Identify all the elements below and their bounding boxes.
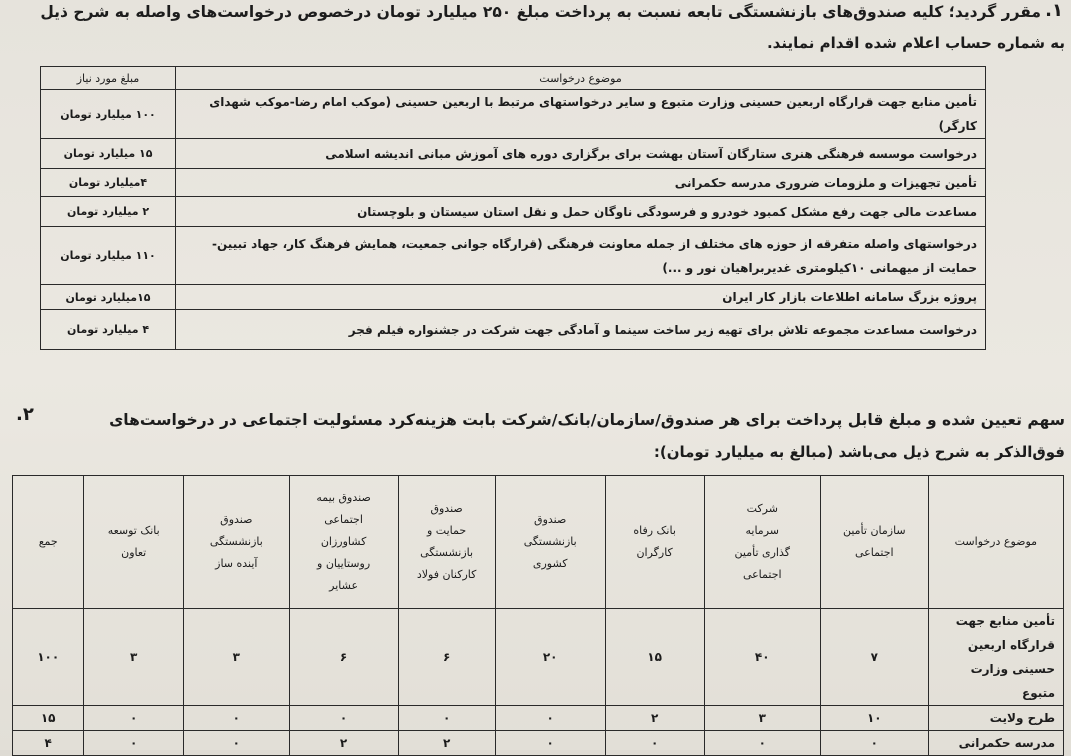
allocation-value: ۰ bbox=[84, 731, 184, 756]
allocation-value: ۲ bbox=[289, 731, 398, 756]
requests-table-row bbox=[41, 285, 986, 310]
allocation-row bbox=[13, 706, 1064, 731]
allocation-row bbox=[13, 609, 1064, 706]
header-desc: موضوع درخواست bbox=[176, 67, 986, 90]
allocation-value: ۶ bbox=[398, 609, 495, 706]
allocation-total: ۴ bbox=[13, 731, 84, 756]
allocation-header-cell bbox=[820, 476, 928, 609]
allocation-header-cell bbox=[398, 476, 495, 609]
allocation-header-line: روستاییان و bbox=[317, 557, 371, 570]
allocation-value: ۰ bbox=[183, 731, 289, 756]
allocation-header-line: عشایر bbox=[329, 579, 359, 592]
allocation-header-line: کارگران bbox=[636, 546, 673, 559]
allocation-table bbox=[12, 475, 1064, 756]
allocation-topic-line: طرح ولایت bbox=[989, 711, 1055, 725]
allocation-header-line: اجتماعی bbox=[854, 546, 894, 559]
allocation-value: ۳ bbox=[183, 609, 289, 706]
allocation-header-line: اجتماعی bbox=[742, 568, 782, 581]
section2-number: ۲. bbox=[16, 404, 34, 425]
request-description-line: درخواست موسسه فرهنگی هنری ستارگان آستان بهشت برای برگزاری دوره های آموزش مبانی اندیشه اسلامی bbox=[325, 146, 977, 161]
allocation-value: ۰ bbox=[495, 706, 605, 731]
allocation-header-line: جمع bbox=[38, 535, 58, 548]
request-description bbox=[176, 139, 986, 169]
allocation-header-line: آینده ساز bbox=[215, 557, 258, 570]
allocation-header-cell bbox=[928, 476, 1063, 609]
allocation-header-line: کارکنان فولاد bbox=[416, 568, 477, 581]
allocation-header-line: کشاورزان bbox=[320, 535, 367, 548]
allocation-value: ۷ bbox=[820, 609, 928, 706]
allocation-value: ۴۰ bbox=[704, 609, 820, 706]
requests-table-row bbox=[41, 90, 986, 139]
request-description-line: تأمین منابع جهت قرارگاه اربعین حسینی وزارت متبوع و سایر درخواستهای مرتبط با اربعین حسینی (موکب امام رضا-موکب شهدای کارگر) bbox=[209, 95, 977, 133]
allocation-header-line: صندوق بیمه bbox=[316, 491, 371, 504]
allocation-value: ۰ bbox=[84, 706, 184, 731]
allocation-value: ۰ bbox=[289, 706, 398, 731]
allocation-value: ۰ bbox=[495, 731, 605, 756]
allocation-total: ۱۵ bbox=[13, 706, 84, 731]
requests-table bbox=[40, 66, 986, 350]
request-amount: ۱۵ میلیارد تومان bbox=[41, 139, 176, 169]
section2-line2: فوق‌الذکر به شرح ذیل می‌باشد (مبالغ به میلیارد تومان): bbox=[653, 443, 1065, 461]
request-description bbox=[176, 310, 986, 350]
allocation-value: ۰ bbox=[605, 731, 704, 756]
allocation-header-cell bbox=[183, 476, 289, 609]
allocation-header-line: موضوع درخواست bbox=[954, 535, 1038, 548]
allocation-value: ۰ bbox=[820, 731, 928, 756]
allocation-value: ۲ bbox=[605, 706, 704, 731]
request-description-line: پروژه بزرگ سامانه اطلاعات بازار کار ایران bbox=[722, 290, 977, 304]
allocation-value: ۳ bbox=[84, 609, 184, 706]
allocation-header-line: صندوق bbox=[430, 502, 463, 515]
allocation-topic bbox=[928, 609, 1063, 706]
allocation-topic-line: مدرسه حکمرانی bbox=[958, 736, 1055, 750]
request-description-line: درخواست مساعدت مجموعه تلاش برای تهیه زیر ساخت سینما و آمادگی جهت شرکت در جشنواره فیلم فجر bbox=[348, 322, 977, 337]
request-description bbox=[176, 197, 986, 227]
allocation-header-line: صندوق bbox=[220, 513, 253, 526]
allocation-topic-line: قرارگاه اربعین bbox=[967, 638, 1055, 652]
request-description-line: مساعدت مالی جهت رفع مشکل کمبود خودرو و فرسودگی ناوگان حمل و نقل استان سیستان و بلوچستان bbox=[357, 204, 977, 219]
requests-table-row bbox=[41, 197, 986, 227]
allocation-header-line: بازنشستگی bbox=[523, 535, 577, 548]
allocation-value: ۲۰ bbox=[495, 609, 605, 706]
allocation-topic-line: حسینی وزارت متبوع bbox=[970, 662, 1055, 700]
allocation-value: ۰ bbox=[704, 731, 820, 756]
allocation-topic bbox=[928, 731, 1063, 756]
request-description bbox=[176, 169, 986, 197]
header-amount: مبلغ مورد نیاز bbox=[41, 67, 176, 90]
allocation-row bbox=[13, 731, 1064, 756]
requests-table-row bbox=[41, 139, 986, 169]
requests-table-row bbox=[41, 227, 986, 285]
allocation-header-line: بازنشستگی bbox=[209, 535, 263, 548]
request-amount: ۱۰۰ میلیارد تومان bbox=[41, 90, 176, 139]
allocation-header-cell bbox=[84, 476, 184, 609]
allocation-header-cell bbox=[704, 476, 820, 609]
allocation-header-line: حمایت و bbox=[427, 524, 467, 537]
allocation-topic bbox=[928, 706, 1063, 731]
allocation-header-cell bbox=[495, 476, 605, 609]
allocation-header-line: سرمایه bbox=[745, 524, 779, 537]
request-description-line: تأمین تجهیزات و ملزومات ضروری مدرسه حکمرانی bbox=[674, 175, 977, 190]
allocation-value: ۳ bbox=[704, 706, 820, 731]
request-amount: ۴ میلیارد تومان bbox=[41, 310, 176, 350]
requests-table-header bbox=[41, 67, 986, 90]
request-amount: ۱۱۰ میلیارد تومان bbox=[41, 227, 176, 285]
request-description bbox=[176, 285, 986, 310]
request-amount: ۲ میلیارد تومان bbox=[41, 197, 176, 227]
allocation-header-line: تعاون bbox=[121, 546, 147, 559]
section2-line1: سهم تعیین شده و مبلغ قابل پرداخت برای هر صندوق/سازمان/بانک/شرکت بابت هزینه‌کرد مسئولیت اجتماعی در درخواست‌های bbox=[109, 411, 1065, 429]
allocation-value: ۲ bbox=[398, 731, 495, 756]
allocation-value: ۱۰ bbox=[820, 706, 928, 731]
allocation-header-line: گذاری تأمین bbox=[734, 546, 790, 559]
request-description-line: حمایت از میهمانی ۱۰کیلومتری غدیربراهیان نور و ...) bbox=[662, 260, 977, 275]
requests-table-row bbox=[41, 169, 986, 197]
request-amount: ۴میلیارد تومان bbox=[41, 169, 176, 197]
allocation-value: ۶ bbox=[289, 609, 398, 706]
allocation-header-line: صندوق bbox=[534, 513, 567, 526]
section1-line1: مقرر گردید؛ کلیه صندوق‌های بازنشستگی تابعه نسبت به پرداخت مبلغ ۲۵۰ میلیارد تومان درخصوص درخواست‌های واصله به شرح ذیل bbox=[40, 3, 1041, 21]
request-amount: ۱۵میلیارد تومان bbox=[41, 285, 176, 310]
allocation-header-cell bbox=[13, 476, 84, 609]
allocation-value: ۱۵ bbox=[605, 609, 704, 706]
allocation-total: ۱۰۰ bbox=[13, 609, 84, 706]
allocation-value: ۰ bbox=[183, 706, 289, 731]
section1-number: ۱. bbox=[1045, 0, 1063, 21]
request-description-line: درخواستهای واصله متفرقه از حوزه های مختلف از جمله معاونت فرهنگی (قرارگاه جوانی جمعیت، همایش فرهنگ کار، جهاد تبیین- bbox=[212, 236, 977, 251]
allocation-value: ۰ bbox=[398, 706, 495, 731]
allocation-header-line: شرکت bbox=[746, 502, 778, 515]
requests-table-row bbox=[41, 310, 986, 350]
allocation-header-cell bbox=[289, 476, 398, 609]
allocation-header-line: کشوری bbox=[532, 557, 568, 570]
allocation-header-cell bbox=[605, 476, 704, 609]
allocation-header-line: سازمان تأمین bbox=[842, 524, 906, 537]
allocation-header-line: اجتماعی bbox=[324, 513, 363, 526]
section1-line2: به شماره حساب اعلام شده اقدام نمایند. bbox=[766, 34, 1065, 52]
request-description bbox=[176, 227, 986, 285]
allocation-header-line: بازنشستگی bbox=[420, 546, 474, 559]
allocation-header-line: بانک رفاه bbox=[633, 524, 676, 537]
request-description bbox=[176, 90, 986, 139]
allocation-header-line: بانک توسعه bbox=[107, 524, 160, 537]
allocation-topic-line: تأمین منابع جهت bbox=[955, 614, 1055, 628]
